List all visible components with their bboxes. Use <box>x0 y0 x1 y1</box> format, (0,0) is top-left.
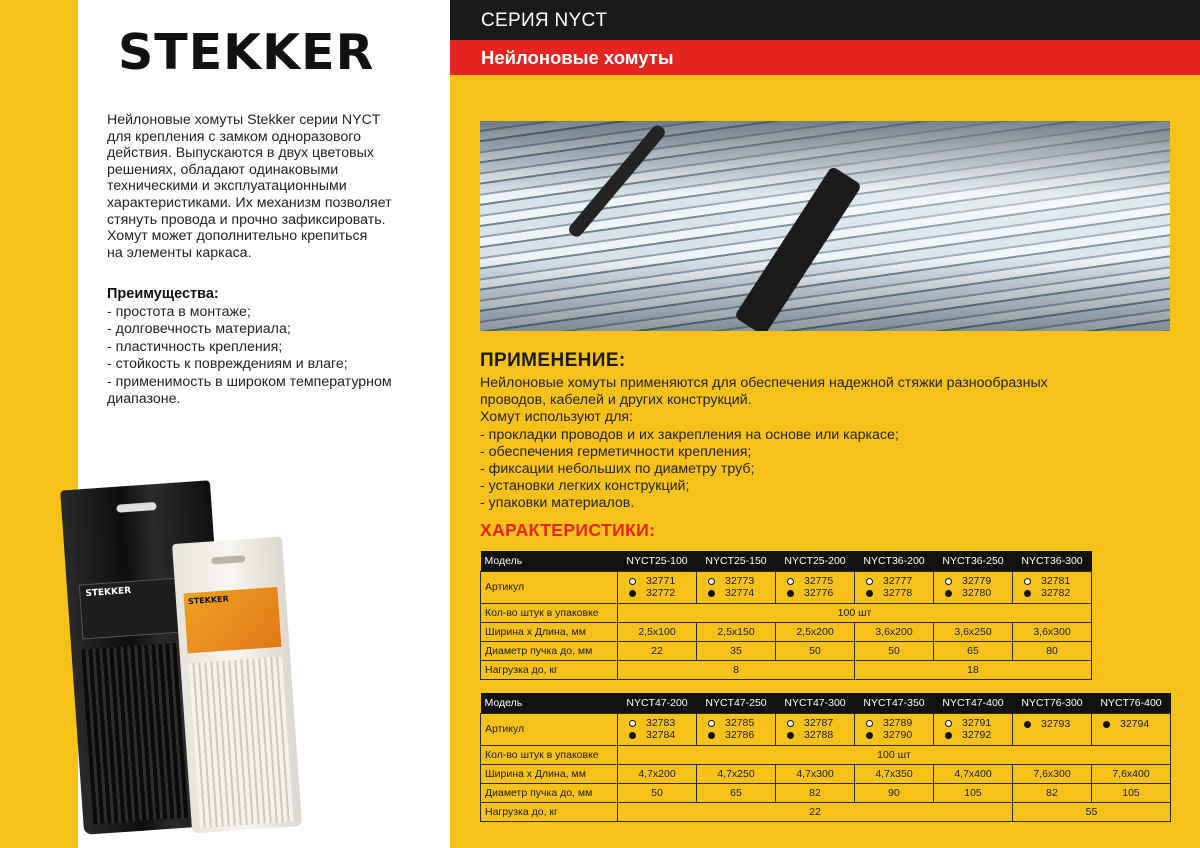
white-ties <box>188 657 293 828</box>
model-cell: NYCT25-150 <box>697 551 776 571</box>
article-black <box>700 729 772 741</box>
row-label-load: Нагрузка до, кг <box>481 660 618 679</box>
article-white <box>779 717 851 729</box>
table-row <box>481 660 1092 679</box>
application-line: Хомут используют для: <box>480 409 633 426</box>
article-number: 32786 <box>725 729 755 741</box>
white-color-dot-icon <box>629 720 636 727</box>
advantage-item: - долговечность материала; <box>107 321 291 338</box>
article-cell <box>697 571 776 603</box>
article-number: 32773 <box>725 575 755 587</box>
black-color-dot-icon <box>1103 721 1110 728</box>
diameter-cell: 105 <box>1092 783 1171 802</box>
article-cell <box>776 571 855 603</box>
size-cell: 7,6х400 <box>1092 764 1171 783</box>
article-number: 32781 <box>1041 575 1071 587</box>
model-cell: NYCT47-250 <box>697 693 776 713</box>
article-black <box>937 729 1009 741</box>
diameter-cell: 50 <box>776 641 855 660</box>
article-cell <box>1013 571 1092 603</box>
article-number: 32787 <box>804 717 834 729</box>
article-number: 32772 <box>646 587 676 599</box>
row-label-qty: Кол-во штук в упаковке <box>481 745 618 764</box>
advantage-item: - стойкость к повреждениям и влаге; <box>107 356 348 373</box>
model-cell: NYCT76-300 <box>1013 693 1092 713</box>
spec-table-2 <box>480 693 1171 822</box>
size-cell: 2,5х100 <box>618 622 697 641</box>
black-color-dot-icon <box>1024 590 1031 597</box>
model-cell: NYCT76-400 <box>1092 693 1171 713</box>
table-row <box>481 641 1092 660</box>
article-black <box>1095 718 1167 730</box>
table-row <box>481 713 1171 745</box>
white-color-dot-icon <box>629 578 636 585</box>
size-cell: 4,7х400 <box>934 764 1013 783</box>
article-white <box>937 575 1009 587</box>
intro-line: характеристиками. Их механизм позволяет <box>107 194 392 211</box>
model-cell: NYCT47-350 <box>855 693 934 713</box>
black-color-dot-icon <box>708 590 715 597</box>
load-cell: 22 <box>618 802 1013 821</box>
table-row <box>481 571 1092 603</box>
article-black <box>1016 587 1088 599</box>
application-use-item: - обеспечения герметичности крепления; <box>480 443 752 460</box>
series-header <box>450 0 1200 40</box>
article-number: 32779 <box>962 575 992 587</box>
advantage-item: - применимость в широком температурном <box>107 373 392 390</box>
size-cell: 4,7х300 <box>776 764 855 783</box>
cable-bundle-photo <box>480 121 1170 331</box>
article-black <box>937 587 1009 599</box>
black-color-dot-icon <box>945 590 952 597</box>
article-number: 32790 <box>883 729 913 741</box>
black-color-dot-icon <box>787 732 794 739</box>
intro-line: на элементы каркаса. <box>107 244 252 261</box>
product-title: Нейлоновые хомуты <box>481 47 674 68</box>
application-use-item: - прокладки проводов и их закрепления на основе или каркасе; <box>480 426 899 443</box>
diameter-cell: 50 <box>855 641 934 660</box>
article-number: 32775 <box>804 575 834 587</box>
article-number: 32778 <box>883 587 913 599</box>
intro-line: стянуть провода и прочно зафиксировать. <box>107 211 386 228</box>
article-white <box>700 575 772 587</box>
advantage-item: - простота в монтаже; <box>107 304 251 320</box>
package-hang-hole <box>211 555 245 564</box>
model-cell: NYCT36-300 <box>1013 551 1092 571</box>
advantage-item: - пластичность крепления; <box>107 338 283 355</box>
intro-line: техническими и эксплуатационными <box>107 178 347 195</box>
black-color-dot-icon <box>787 590 794 597</box>
article-black <box>700 587 772 599</box>
white-color-dot-icon <box>708 720 715 727</box>
diameter-cell: 65 <box>934 641 1013 660</box>
advantage-item: диапазоне. <box>107 391 181 408</box>
application-title: ПРИМЕНЕНИЕ: <box>480 350 626 371</box>
black-color-dot-icon <box>708 732 715 739</box>
white-color-dot-icon <box>708 578 715 585</box>
size-cell: 2,5х200 <box>776 622 855 641</box>
size-cell: 4,7х250 <box>697 764 776 783</box>
row-label-size: Ширина х Длина, мм <box>481 622 618 641</box>
package-brand: STEKKER <box>85 585 132 600</box>
qty-cell: 100 шт <box>618 745 1171 764</box>
article-black <box>779 729 851 741</box>
diameter-cell: 22 <box>618 641 697 660</box>
cable-tie-shape <box>567 123 668 239</box>
diameter-cell: 80 <box>1013 641 1092 660</box>
article-number: 32794 <box>1120 718 1150 730</box>
diameter-cell: 65 <box>697 783 776 802</box>
load-cell: 8 <box>618 660 855 679</box>
table-row <box>481 764 1171 783</box>
black-color-dot-icon <box>866 590 873 597</box>
table-row <box>481 693 1171 713</box>
model-cell: NYCT47-400 <box>934 693 1013 713</box>
size-cell: 4,7х200 <box>618 764 697 783</box>
left-column <box>0 0 450 848</box>
table-row <box>481 622 1092 641</box>
white-color-dot-icon <box>866 720 873 727</box>
article-number: 32791 <box>962 717 992 729</box>
article-number: 32777 <box>883 575 913 587</box>
article-cell <box>934 571 1013 603</box>
article-number: 32771 <box>646 575 676 587</box>
article-cell <box>1013 713 1092 745</box>
article-cell <box>1092 713 1171 745</box>
article-white <box>621 575 693 587</box>
logo-text: STEKKER <box>118 24 375 81</box>
qty-cell: 100 шт <box>618 603 1092 622</box>
diameter-cell: 82 <box>1013 783 1092 802</box>
article-number: 32783 <box>646 717 676 729</box>
article-number: 32784 <box>646 729 676 741</box>
article-cell <box>776 713 855 745</box>
cable-tie-shape <box>734 166 862 331</box>
advantages-list <box>107 304 442 408</box>
row-label-size: Ширина х Длина, мм <box>481 764 618 783</box>
application-use-item: - установки легких конструкций; <box>480 478 690 495</box>
article-black <box>621 729 693 741</box>
black-color-dot-icon <box>945 732 952 739</box>
advantages-title: Преимущества: <box>107 286 219 302</box>
white-color-dot-icon <box>866 578 873 585</box>
diameter-cell: 82 <box>776 783 855 802</box>
article-white <box>621 717 693 729</box>
article-number: 32785 <box>725 717 755 729</box>
size-cell: 3,6х200 <box>855 622 934 641</box>
white-color-dot-icon <box>787 720 794 727</box>
intro-line: для крепления с замком одноразового <box>107 128 362 145</box>
black-color-dot-icon <box>629 590 636 597</box>
white-color-dot-icon <box>1024 578 1031 585</box>
article-black <box>1016 718 1088 730</box>
article-number: 32792 <box>962 729 992 741</box>
application-line: Нейлоновые хомуты применяются для обеспечения надежной стяжки разнообразных <box>480 375 1048 391</box>
article-number: 32782 <box>1041 587 1071 599</box>
size-cell: 4,7х350 <box>855 764 934 783</box>
article-number: 32776 <box>804 587 834 599</box>
load-cell: 18 <box>855 660 1092 679</box>
size-cell: 3,6х300 <box>1013 622 1092 641</box>
size-cell: 7,6х300 <box>1013 764 1092 783</box>
product-header <box>450 40 1200 75</box>
characteristics-title: ХАРАКТЕРИСТИКИ: <box>480 520 656 540</box>
article-cell <box>855 713 934 745</box>
intro-line: Нейлоновые хомуты Stekker серии NYCT <box>107 112 381 128</box>
diameter-cell: 35 <box>697 641 776 660</box>
package-label <box>183 587 281 653</box>
series-title: СЕРИЯ NYCT <box>481 10 608 31</box>
table-row <box>481 802 1171 821</box>
article-black <box>858 587 930 599</box>
article-white <box>779 575 851 587</box>
article-white <box>700 717 772 729</box>
diameter-cell: 50 <box>618 783 697 802</box>
model-cell: NYCT47-200 <box>618 693 697 713</box>
stekker-logo <box>118 24 398 81</box>
article-cell <box>855 571 934 603</box>
diameter-cell: 105 <box>934 783 1013 802</box>
model-cell: NYCT25-100 <box>618 551 697 571</box>
package-brand: STEKKER <box>187 594 230 607</box>
size-cell: 2,5х150 <box>697 622 776 641</box>
intro-line: решениях, обладают одинаковыми <box>107 161 339 178</box>
row-label-load: Нагрузка до, кг <box>481 802 618 821</box>
article-cell <box>934 713 1013 745</box>
model-cell: NYCT36-200 <box>855 551 934 571</box>
size-cell: 3,6х250 <box>934 622 1013 641</box>
intro-line: действия. Выпускаются в двух цветовых <box>107 145 374 162</box>
article-cell <box>697 713 776 745</box>
application-line: проводов, кабелей и других конструкций. <box>480 392 752 409</box>
row-label-model: Модель <box>481 693 618 713</box>
model-cell: NYCT25-200 <box>776 551 855 571</box>
row-label-article: Артикул <box>481 713 618 745</box>
load-cell: 55 <box>1013 802 1171 821</box>
white-color-dot-icon <box>945 578 952 585</box>
article-number: 32788 <box>804 729 834 741</box>
white-ties-package-image <box>172 537 302 834</box>
article-number: 32793 <box>1041 718 1071 730</box>
row-label-article: Артикул <box>481 571 618 603</box>
model-cell: NYCT47-300 <box>776 693 855 713</box>
application-text <box>480 375 1170 513</box>
intro-text <box>107 112 442 261</box>
table-row <box>481 745 1171 764</box>
model-cell: NYCT36-250 <box>934 551 1013 571</box>
article-black <box>858 729 930 741</box>
diameter-cell: 90 <box>855 783 934 802</box>
intro-line: Хомут может дополнительно крепиться <box>107 228 368 245</box>
article-black <box>621 587 693 599</box>
article-black <box>779 587 851 599</box>
white-color-dot-icon <box>787 578 794 585</box>
table-row <box>481 603 1092 622</box>
article-number: 32789 <box>883 717 913 729</box>
package-hang-hole <box>116 502 156 513</box>
article-white <box>858 575 930 587</box>
article-white <box>858 717 930 729</box>
article-white <box>1016 575 1088 587</box>
spec-table-1 <box>480 551 1092 680</box>
white-color-dot-icon <box>945 720 952 727</box>
row-label-model: Модель <box>481 551 618 571</box>
application-use-item: - упаковки материалов. <box>480 495 635 512</box>
table-row <box>481 551 1092 571</box>
application-use-item: - фиксации небольших по диаметру труб; <box>480 461 755 478</box>
article-cell <box>618 571 697 603</box>
row-label-qty: Кол-во штук в упаковке <box>481 603 618 622</box>
article-number: 32780 <box>962 587 992 599</box>
article-cell <box>618 713 697 745</box>
application-uses-list <box>480 427 1170 513</box>
black-color-dot-icon <box>1024 721 1031 728</box>
row-label-diameter: Диаметр пучка до, мм <box>481 641 618 660</box>
black-color-dot-icon <box>629 732 636 739</box>
row-label-diameter: Диаметр пучка до, мм <box>481 783 618 802</box>
article-number: 32774 <box>725 587 755 599</box>
table-row <box>481 783 1171 802</box>
black-color-dot-icon <box>866 732 873 739</box>
article-white <box>937 717 1009 729</box>
